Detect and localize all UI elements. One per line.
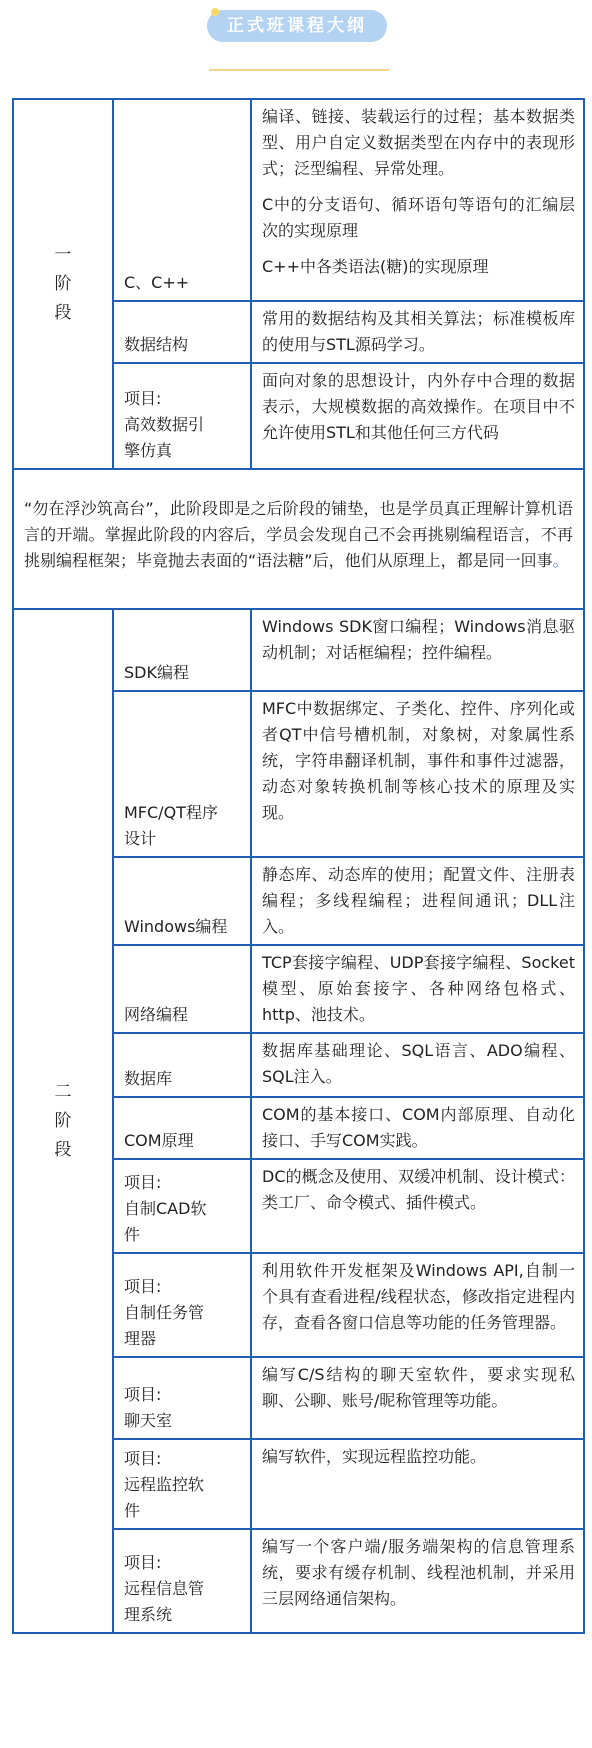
stage-label: 二阶段 [54, 1081, 72, 1160]
course-name-line: MFC/QT程序 [124, 803, 218, 822]
course-name-line: 项目: [124, 1277, 162, 1296]
course-desc-cell [251, 1253, 584, 1357]
course-desc-cell [251, 1159, 584, 1253]
course-name-cell [113, 1439, 251, 1529]
course-name-cell [113, 301, 251, 363]
course-name-line: 自制任务管 [124, 1303, 205, 1322]
course-name-line: 网络编程 [124, 1005, 189, 1024]
course-desc-cell [251, 1529, 584, 1633]
page-title: 正式班课程大纲 [227, 16, 367, 36]
course-description: MFC中数据绑定、子类化、控件、序列化或者QT中信号槽机制，对象树，对象属性系统，字符串翻译机制，事件和事件过滤器，动态对象转换机制等核心技术的原理及实现。 [262, 699, 575, 822]
course-name-line: 项目: [124, 1173, 162, 1192]
course-description: 面向对象的思想设计，内外存中合理的数据表示，大规模数据的高效操作。在项目中不允许使用STL和其他任何三方代码 [262, 371, 575, 442]
course-name-line: 远程监控软 [124, 1475, 205, 1494]
course-name-line: 高效数据引 [124, 415, 205, 434]
course-name-line: 理器 [124, 1329, 157, 1348]
course-desc-cell [251, 945, 584, 1033]
course-name-cell [113, 99, 251, 301]
course-name-line: 件 [124, 1225, 141, 1244]
course-desc-cell [251, 363, 584, 469]
course-name-cell [113, 857, 251, 945]
course-name-line: 项目: [124, 1553, 162, 1572]
course-desc-cell [251, 301, 584, 363]
course-name-line: SDK编程 [124, 663, 189, 682]
table-row [13, 469, 584, 609]
stage1-summary: “勿在浮沙筑高台”，此阶段即是之后阶段的铺垫，也是学员真正理解计算机语言的开端。掌握此阶段的内容后，学员会发现自己不会再挑剔编程语言，不再挑剔编程框架；毕竟抛去表面的“语法糖”后，他们从原理上，都是同一回事 [24, 499, 573, 570]
course-name-line: 擎仿真 [124, 441, 173, 460]
course-description: TCP套接字编程、UDP套接字编程、Socket模型、原始套接字、各种网络包格式、http、池技术。 [262, 953, 575, 1024]
course-description: 常用的数据结构及其相关算法；标准模板库的使用与STL源码学习。 [262, 309, 575, 354]
course-description: Windows SDK窗口编程；Windows消息驱动机制；对话框编程；控件编程。 [262, 617, 575, 662]
summary-end-mark: 。 [552, 551, 569, 570]
course-description: DC的概念及使用、双缓冲机制、设计模式：类工厂、命令模式、插件模式。 [262, 1167, 575, 1212]
table-row [13, 99, 584, 301]
title-area [0, 10, 592, 50]
course-desc-cell [251, 857, 584, 945]
course-description: COM的基本接口、COM内部原理、自动化接口、手写COM实践。 [262, 1105, 575, 1150]
course-name-line: 聊天室 [124, 1411, 173, 1430]
course-name-line: 项目: [124, 1385, 162, 1404]
course-name-line: 理系统 [124, 1605, 173, 1624]
course-name-line: Windows编程 [124, 917, 228, 936]
course-description: 编译、链接、装载运行的过程；基本数据类型、用户自定义数据类型在内存中的表现形式；泛型编程、异常处理。 [262, 107, 575, 178]
course-description: 数据库基础理论、SQL语言、ADO编程、SQL注入。 [262, 1041, 575, 1086]
course-name-cell [113, 945, 251, 1033]
course-name-line: 远程信息管 [124, 1579, 205, 1598]
course-name-line: 数据结构 [124, 335, 189, 354]
course-name-line: COM原理 [124, 1131, 194, 1150]
course-name-cell [113, 1529, 251, 1633]
course-name-line: 项目: [124, 1449, 162, 1468]
course-name-line: 件 [124, 1501, 141, 1520]
table-row [13, 609, 584, 691]
course-name-cell [113, 1097, 251, 1159]
course-name-cell [113, 691, 251, 857]
course-description: 编写一个客户端/服务端架构的信息管理系统，要求有缓存机制、线程池机制，并采用三层网络通信架构。 [262, 1537, 575, 1608]
course-name-line: 项目: [124, 389, 162, 408]
course-description: 利用软件开发框架及Windows API,自制一个具有查看进程/线程状态，修改指定进程内存，查看各窗口信息等功能的任务管理器。 [262, 1261, 575, 1332]
course-name-cell [113, 1159, 251, 1253]
course-name-cell [113, 1033, 251, 1097]
course-description: 静态库、动态库的使用；配置文件、注册表编程；多线程编程；进程间通讯；DLL注入。 [262, 865, 575, 936]
course-description: 编写C/S结构的聊天室软件，要求实现私聊、公聊、账号/昵称管理等功能。 [262, 1365, 575, 1410]
course-name-cell [113, 363, 251, 469]
title-underline [209, 69, 389, 71]
stage-label: 一阶段 [54, 244, 72, 323]
stage1-summary-cell [13, 469, 584, 609]
course-description: 编写软件，实现远程监控功能。 [262, 1447, 487, 1466]
course-description: C中的分支语句、循环语句等语句的汇编层次的实现原理 [262, 195, 575, 240]
title-badge [207, 10, 387, 42]
course-desc-cell [251, 1439, 584, 1529]
course-desc-cell [251, 691, 584, 857]
course-name-cell [113, 609, 251, 691]
curriculum-body [13, 99, 584, 1633]
course-name-line: 自制CAD软 [124, 1199, 207, 1218]
curriculum-table [12, 98, 585, 1634]
course-name-line: 数据库 [124, 1069, 173, 1088]
course-name-line: C、C++ [124, 273, 190, 292]
stage-label-cell [13, 99, 113, 469]
course-description: C++中各类语法(糖)的实现原理 [262, 257, 489, 276]
course-name-line: 设计 [124, 829, 157, 848]
course-desc-cell [251, 99, 584, 301]
stage-label-cell [13, 609, 113, 1633]
course-desc-cell [251, 1097, 584, 1159]
course-desc-cell [251, 1357, 584, 1439]
course-name-cell [113, 1253, 251, 1357]
course-desc-cell [251, 1033, 584, 1097]
course-name-cell [113, 1357, 251, 1439]
course-desc-cell [251, 609, 584, 691]
